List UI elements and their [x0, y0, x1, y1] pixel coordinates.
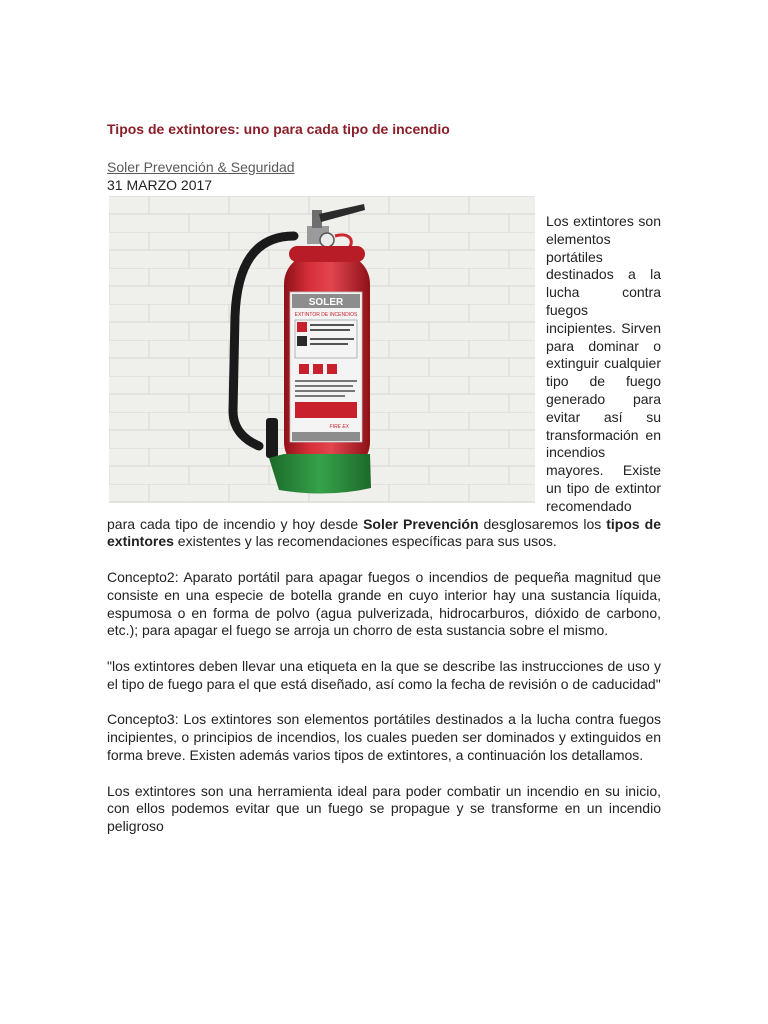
intro-text-2: desglosaremos los [478, 515, 607, 532]
paragraph-concepto2: Concepto2: Aparato portátil para apagar fuegos o incendios de pequeña magnitud que consiste en una especie de botella grande en cuyo interior hay una sustancia líquida, espumosa o en forma de polvo (agua pulverizada, hidrocarburos, dióxido de carbono, etc.); para apagar el fuego se arroja un chorro de esta sustancia sobre el mismo. [107, 568, 661, 639]
paragraph-quote: "los extintores deben llevar una etiqueta en la que se describe las instrucciones de uso y el tipo de fuego para el que está diseñado, así como la fecha de revisión o de caducidad" [107, 657, 661, 692]
intro-bold-brand: Soler Prevención [363, 515, 479, 532]
label-brand: SOLER [308, 297, 344, 308]
label-subtitle: EXTINTOR DE INCENDIOS [294, 312, 358, 318]
label-footer: FIRE EX [329, 424, 349, 430]
paragraph-concepto3: Concepto3: Los extintores son elementos portátiles destinados a la lucha contra fuegos incipientes, o principios de incendios, los cuales pueden ser dominados y extinguidos en forma breve. Existen además varios tipos de extintores, a continuación los detallamos. [107, 711, 661, 763]
author-link[interactable]: Soler Prevención & Seguridad [107, 159, 295, 175]
extinguisher-photo [109, 196, 535, 503]
intro-bold-types: tipos de extintores [107, 515, 661, 550]
article-body [107, 196, 661, 854]
publish-date: 31 MARZO 2017 [107, 177, 213, 193]
article-title: Tipos de extintores: uno para cada tipo de incendio [107, 121, 450, 137]
intro-text-1: Los extintores son elementos portátiles destinados a la lucha contra fuegos incipientes. Sirven para dominar o extinguir cualquier tipo de fuego generado para evitar así su transformación en incendios mayores. Existe un tipo de extintor recomendado para cada tipo de incendio y hoy desde [107, 213, 661, 532]
intro-text-3: existentes y las recomendaciones específicas para sus usos. [173, 533, 557, 550]
paragraph-closing: Los extintores son una herramienta ideal para poder combatir un incendio en su inicio, con ellos podemos evitar que un fuego se propague y se transforme en un incendio peligroso [107, 782, 661, 835]
